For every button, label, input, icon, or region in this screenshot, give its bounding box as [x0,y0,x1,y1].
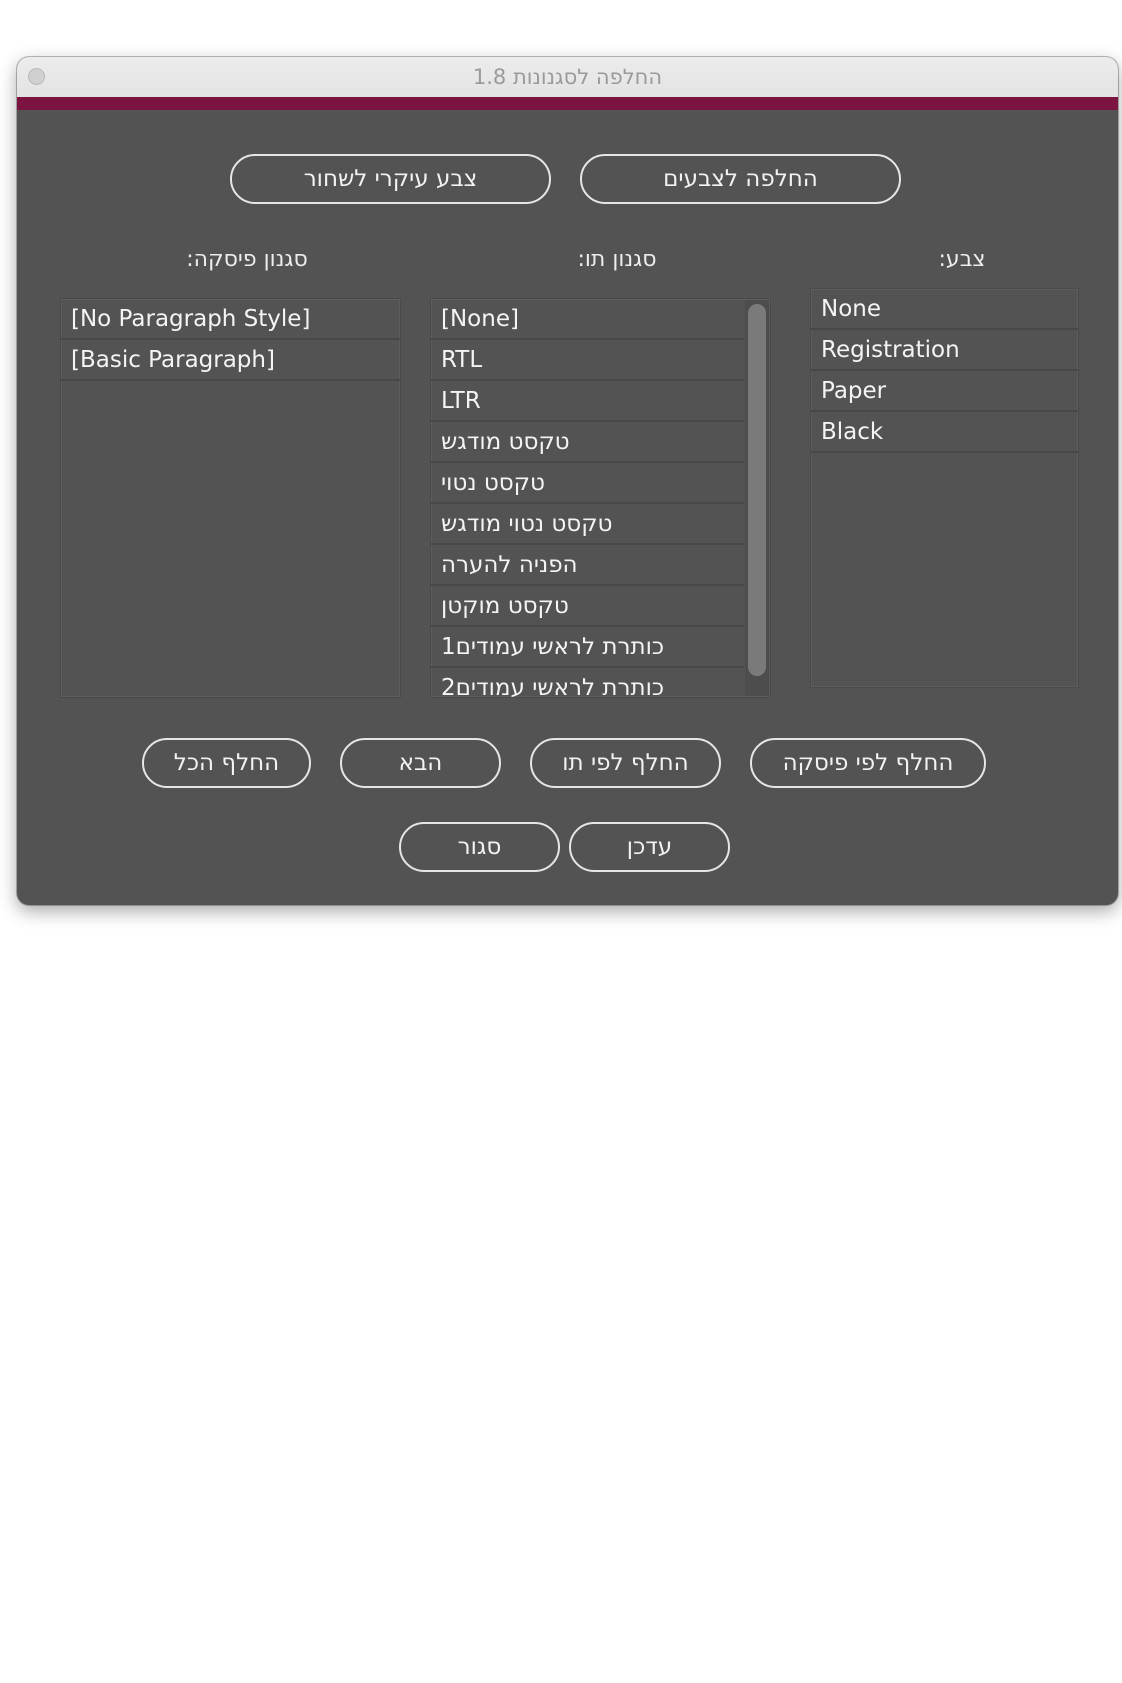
color-list-item[interactable]: Black [811,412,1078,453]
color-list-item[interactable]: None [811,289,1078,330]
char-style-list-item[interactable]: הפניה להערה [431,545,744,586]
replace-by-character-button[interactable]: החלף לפי תו [530,738,721,788]
para-style-list[interactable] [60,298,401,698]
replace-all-button[interactable]: החלף הכל [142,738,311,788]
replace-by-paragraph-button[interactable]: החלף לפי פיסקה [750,738,986,788]
next-button[interactable]: הבא [340,738,501,788]
char-style-list[interactable] [430,298,771,698]
char-style-list-item[interactable]: LTR [431,381,744,422]
main-color-black-button[interactable]: צבע עיקרי לשחור [230,154,551,204]
char-style-column-label: סגנון תו: [577,247,657,272]
color-list-item[interactable]: Registration [811,330,1078,371]
color-list-item[interactable]: Paper [811,371,1078,412]
replace-colors-button[interactable]: החלפה לצבעים [580,154,901,204]
close-button[interactable]: סגור [399,822,560,872]
update-button[interactable]: עדכן [569,822,730,872]
title-bar [17,57,1118,98]
char-style-scrollbar[interactable] [745,300,769,696]
char-style-list-item[interactable]: טקסט נטוי מודגש [431,504,744,545]
char-style-list-item[interactable]: כותרת לראשי עמודים1 [431,627,744,668]
para-style-column-label: סגנון פיסקה: [186,247,308,272]
para-style-list-item[interactable]: [Basic Paragraph] [61,340,400,381]
color-column-label: צבע: [938,247,986,272]
char-style-scroll-thumb[interactable] [748,304,766,676]
char-style-list-item[interactable]: טקסט מוקטן [431,586,744,627]
char-style-list-item[interactable]: [None] [431,299,744,340]
char-style-list-item[interactable]: כותרת לראשי עמודים2 [431,668,744,698]
color-list[interactable] [810,288,1079,688]
window-title: החלפה לסגנונות 1.8 [472,65,663,89]
accent-bar [17,97,1118,110]
char-style-list-item[interactable]: טקסט נטוי [431,463,744,504]
replace-styles-dialog [17,57,1118,905]
para-style-list-item[interactable]: [No Paragraph Style] [61,299,400,340]
char-style-list-item[interactable]: טקסט מודגש [431,422,744,463]
char-style-list-item[interactable]: RTL [431,340,744,381]
